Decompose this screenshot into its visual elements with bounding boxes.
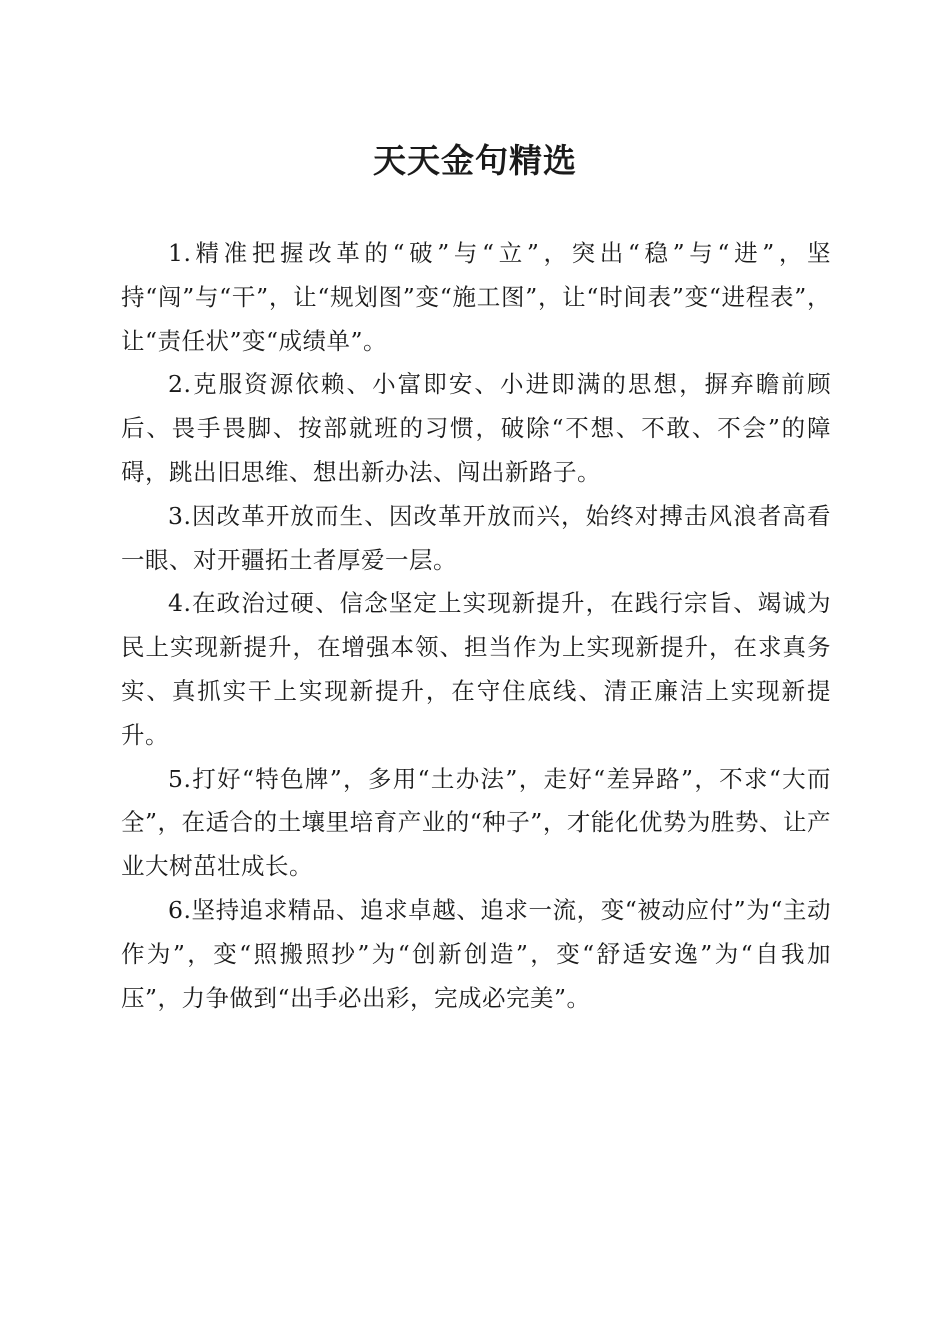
- quote-paragraph-2: 2.克服资源依赖、小富即安、小进即满的思想，摒弃瞻前顾后、畏手畏脚、按部就班的习惯，破除“不想、不敢、不会”的障碍，跳出旧思维、想出新办法、闯出新路子。: [121, 370, 831, 486]
- document-title: 天天金句精选: [373, 141, 577, 180]
- quote-paragraph-1: 1.精准把握改革的“破”与“立”，突出“稳”与“进”，坚持“闯”与“干”，让“规划图”变“施工图”，让“时间表”变“进程表”，让“责任状”变“成绩单”。: [121, 239, 831, 355]
- quote-paragraph-5: 5.打好“特色牌”，多用“土办法”，走好“差异路”，不求“大而全”，在适合的土壤里培育产业的“种子”，才能化优势为胜势、让产业大树茁壮成长。: [121, 764, 831, 881]
- quote-paragraph-4: 4.在政治过硬、信念坚定上实现新提升，在践行宗旨、竭诚为民上实现新提升，在增强本领、担当作为上实现新提升，在求真务实、真抓实干上实现新提升，在守住底线、清正廉洁上实现新提升。: [121, 589, 831, 749]
- quote-paragraph-6: 6.坚持追求精品、追求卓越、追求一流，变“被动应付”为“主动作为”，变“照搬照抄”为“创新创造”，变“舒适安逸”为“自我加压”，力争做到“出手必出彩，完成必完美”。: [121, 895, 831, 1012]
- document-body: [121, 232, 831, 1020]
- quote-paragraph-3: 3.因改革开放而生、因改革开放而兴，始终对搏击风浪者高看一眼、对开疆拓土者厚爱一层。: [121, 501, 831, 574]
